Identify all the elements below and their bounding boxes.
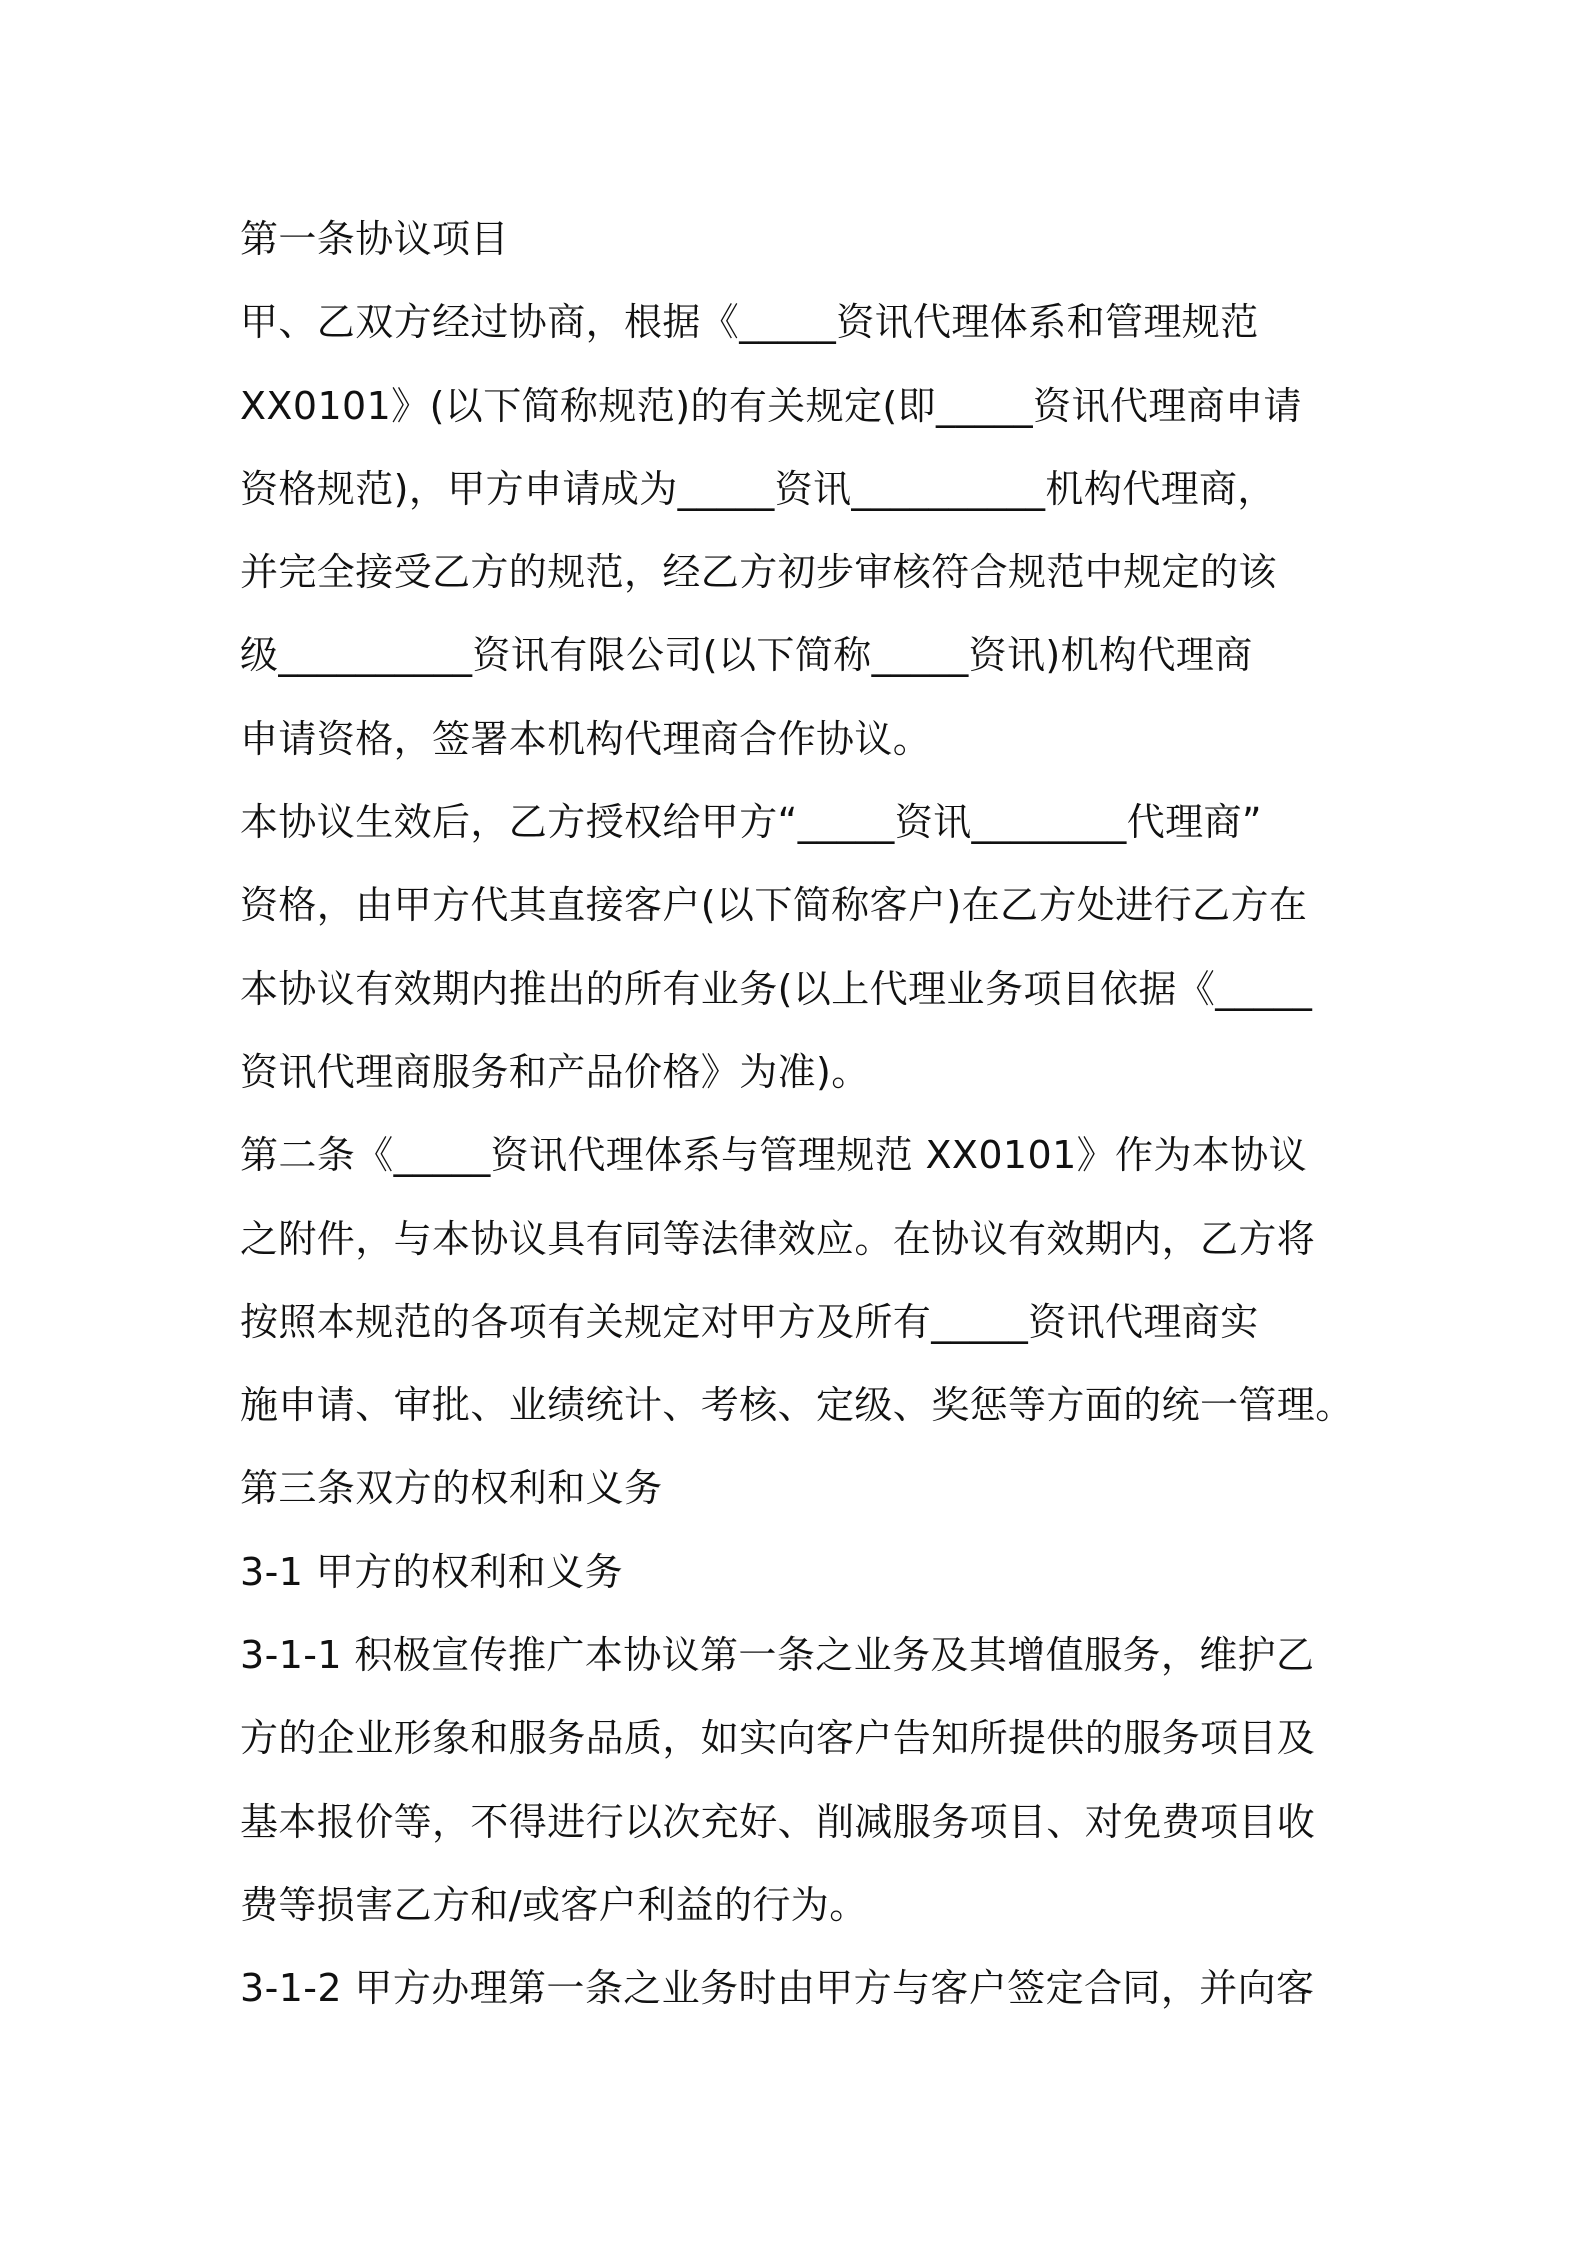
- text-line: 本协议有效期内推出的所有业务(以上代理业务项目依据《_____: [240, 966, 1313, 1011]
- text-line: 申请资格，签署本机构代理商合作协议。: [240, 716, 932, 761]
- subheading-3-1: 3-1 甲方的权利和义务: [240, 1549, 623, 1594]
- text-line: XX0101》(以下简称规范)的有关规定(即_____资讯代理商申请: [240, 383, 1302, 428]
- agreement-text: [240, 198, 1360, 2031]
- text-line: 基本报价等，不得进行以次充好、削减服务项目、对免费项目收: [240, 1799, 1316, 1844]
- text-line: 本协议生效后，乙方授权给甲方“_____资讯________代理商”: [240, 800, 1262, 845]
- text-line: 3-1-1 积极宣传推广本协议第一条之业务及其增值服务，维护乙: [240, 1633, 1315, 1678]
- text-line: 资格规范)，甲方申请成为_____资讯__________机构代理商，: [240, 466, 1276, 511]
- text-line: 按照本规范的各项有关规定对甲方及所有_____资讯代理商实: [240, 1299, 1259, 1344]
- text-line: 甲、乙双方经过协商，根据《_____资讯代理体系和管理规范: [240, 300, 1259, 345]
- text-line: 资讯代理商服务和产品价格》为准)。: [240, 1049, 870, 1094]
- heading-article-2: 第二条《_____资讯代理体系与管理规范 XX0101》作为本协议: [240, 1133, 1308, 1178]
- heading-article-3: 第三条双方的权利和义务: [240, 1466, 663, 1511]
- text-line: 级__________资讯有限公司(以下简称_____资讯)机构代理商: [240, 633, 1253, 678]
- text-line: 之附件，与本协议具有同等法律效应。在协议有效期内，乙方将: [240, 1216, 1316, 1261]
- text-line: 资格，由甲方代其直接客户(以下简称客户)在乙方处进行乙方在: [240, 883, 1308, 928]
- text-line: 施申请、审批、业绩统计、考核、定级、奖惩等方面的统一管理。: [240, 1383, 1354, 1428]
- text-line: 并完全接受乙方的规范，经乙方初步审核符合规范中规定的该: [240, 550, 1277, 595]
- heading-article-1: 第一条协议项目: [240, 217, 509, 261]
- text-line: 费等损害乙方和/或客户利益的行为。: [240, 1882, 868, 1927]
- text-line: 3-1-2 甲方办理第一条之业务时由甲方与客户签定合同，并向客: [240, 1966, 1315, 2011]
- text-line: 方的企业形象和服务品质，如实向客户告知所提供的服务项目及: [240, 1716, 1316, 1761]
